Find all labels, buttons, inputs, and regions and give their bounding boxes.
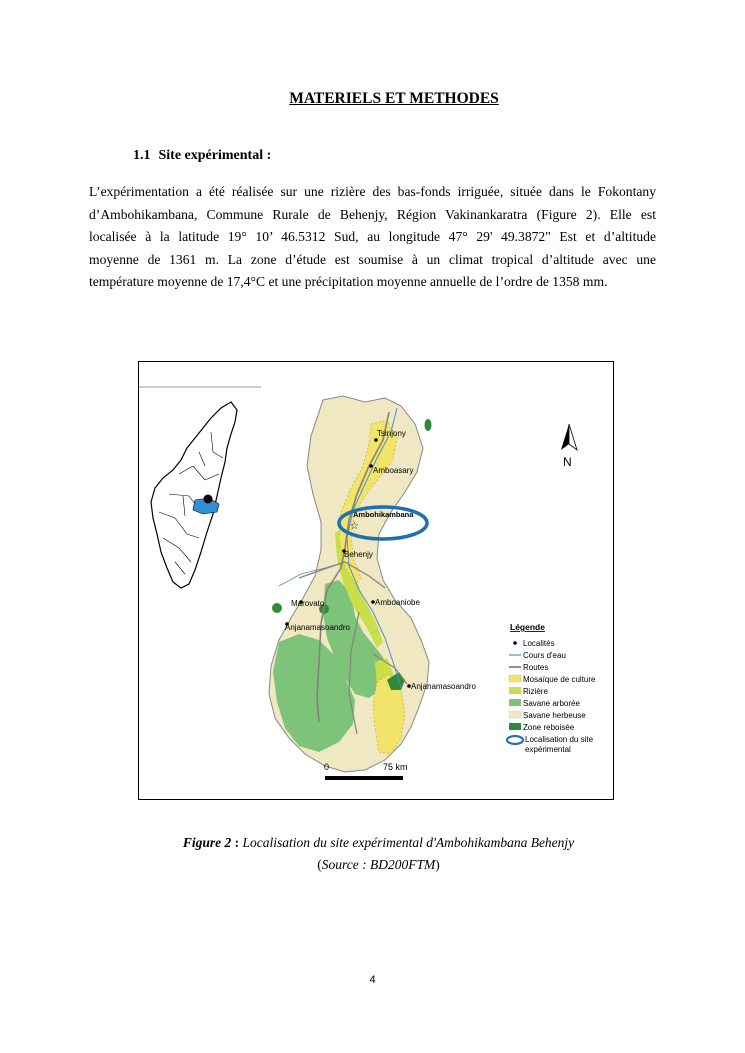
legend-mosaic-swatch: [509, 675, 521, 682]
paragraph-line: moyenne de 1361 m. La zone d’étude est soumise à un climat tropical d’altitude avec une: [89, 251, 656, 267]
legend-item: Savane arborée: [523, 699, 580, 708]
site-map: [139, 362, 614, 800]
legend-savane-herbeuse-swatch: [509, 711, 521, 718]
paragraph-line: L’expérimentation a été réalisée sur une rizière des bas-fonds irriguée, située dans le Fokontany: [89, 184, 656, 199]
caption-source-line: [0, 854, 745, 876]
paragraph-line: d’Ambohikambana, Commune Rurale de Behenjy, Région Vakinankaratra (Figure 2). Elle est: [89, 206, 656, 222]
caption-separator: :: [231, 835, 243, 850]
place-label-amboaniobe: Amboaniobe: [375, 598, 420, 607]
place-label-anjanamasoandro-east: Anjanamasoandro: [411, 682, 476, 691]
legend-item: Localités: [523, 639, 555, 648]
legend-item: Routes: [523, 663, 549, 672]
legend-item: Mosaïque de culture: [523, 675, 596, 684]
legend-riziere-swatch: [509, 687, 521, 694]
place-label-behenjy: Behenjy: [344, 550, 373, 559]
legend-zone-reboisee-swatch: [509, 723, 521, 730]
source-open-paren: (: [317, 857, 322, 872]
legend-title: Légende: [510, 622, 545, 632]
figure-label: Figure 2: [182, 835, 232, 850]
legend-item: Savane herbeuse: [523, 711, 586, 720]
section-number: 1.1: [133, 148, 151, 163]
north-label: N: [563, 455, 572, 469]
map-legend: [507, 622, 596, 754]
caption-line: [0, 832, 745, 854]
caption-text: Localisation du site expérimental d'Ambohikambana Behenjy: [242, 835, 575, 850]
scale-end-label: 75 km: [383, 762, 408, 772]
source-close-paren: ): [435, 857, 440, 872]
page-number: 4: [369, 974, 376, 986]
caption-source: Source : BD200FTM: [321, 857, 436, 872]
locality-dot: [374, 438, 378, 442]
legend-item: Zone reboisée: [523, 723, 575, 732]
place-label-anjanamasoandro-west: Anjanamasoandro: [285, 623, 350, 632]
zone-reboisee-area: [425, 419, 432, 431]
legend-locality-symbol: [513, 641, 517, 645]
legend-item: expérimental: [525, 745, 571, 754]
section-title: Site expérimental :: [158, 148, 272, 163]
study-site-dot: [204, 495, 213, 504]
madagascar-inset: [151, 402, 237, 588]
legend-item: Localisation du site: [525, 735, 594, 744]
north-arrow-icon: [561, 424, 577, 450]
legend-item: Cours d'eau: [523, 651, 566, 660]
legend-savane-arboree-swatch: [509, 699, 521, 706]
place-label-tsinjony: Tsinjony: [377, 429, 406, 438]
legend-item: Rizière: [523, 687, 548, 696]
page-title: MATERIELS ET METHODES: [289, 90, 499, 107]
madagascar-outline: [151, 402, 237, 588]
zone-reboisee-area: [272, 603, 282, 613]
legend-site-ring-symbol: [507, 736, 523, 744]
paragraph-line: température moyenne de 17,4°C et une précipitation moyenne annuelle de l’ordre de 1358 mm.: [89, 274, 608, 290]
paragraph-line: localisée à la latitude 19° 10’ 46.5312 Sud, au longitude 47° 29' 49.3872" Est et d’altitude: [89, 229, 656, 245]
section-heading: [133, 148, 271, 164]
site-map-figure: [138, 361, 614, 800]
scale-bar: [325, 776, 403, 780]
place-label-marovato: Marovato: [291, 599, 325, 608]
body-paragraph: [89, 181, 656, 294]
study-site-star-icon: ☆: [350, 521, 359, 532]
figure-caption: [0, 832, 745, 876]
place-label-ambohikambana: Ambohikambana: [353, 510, 414, 519]
place-label-amboasary: Amboasary: [373, 466, 414, 475]
scale-start-label: 0: [324, 762, 330, 772]
